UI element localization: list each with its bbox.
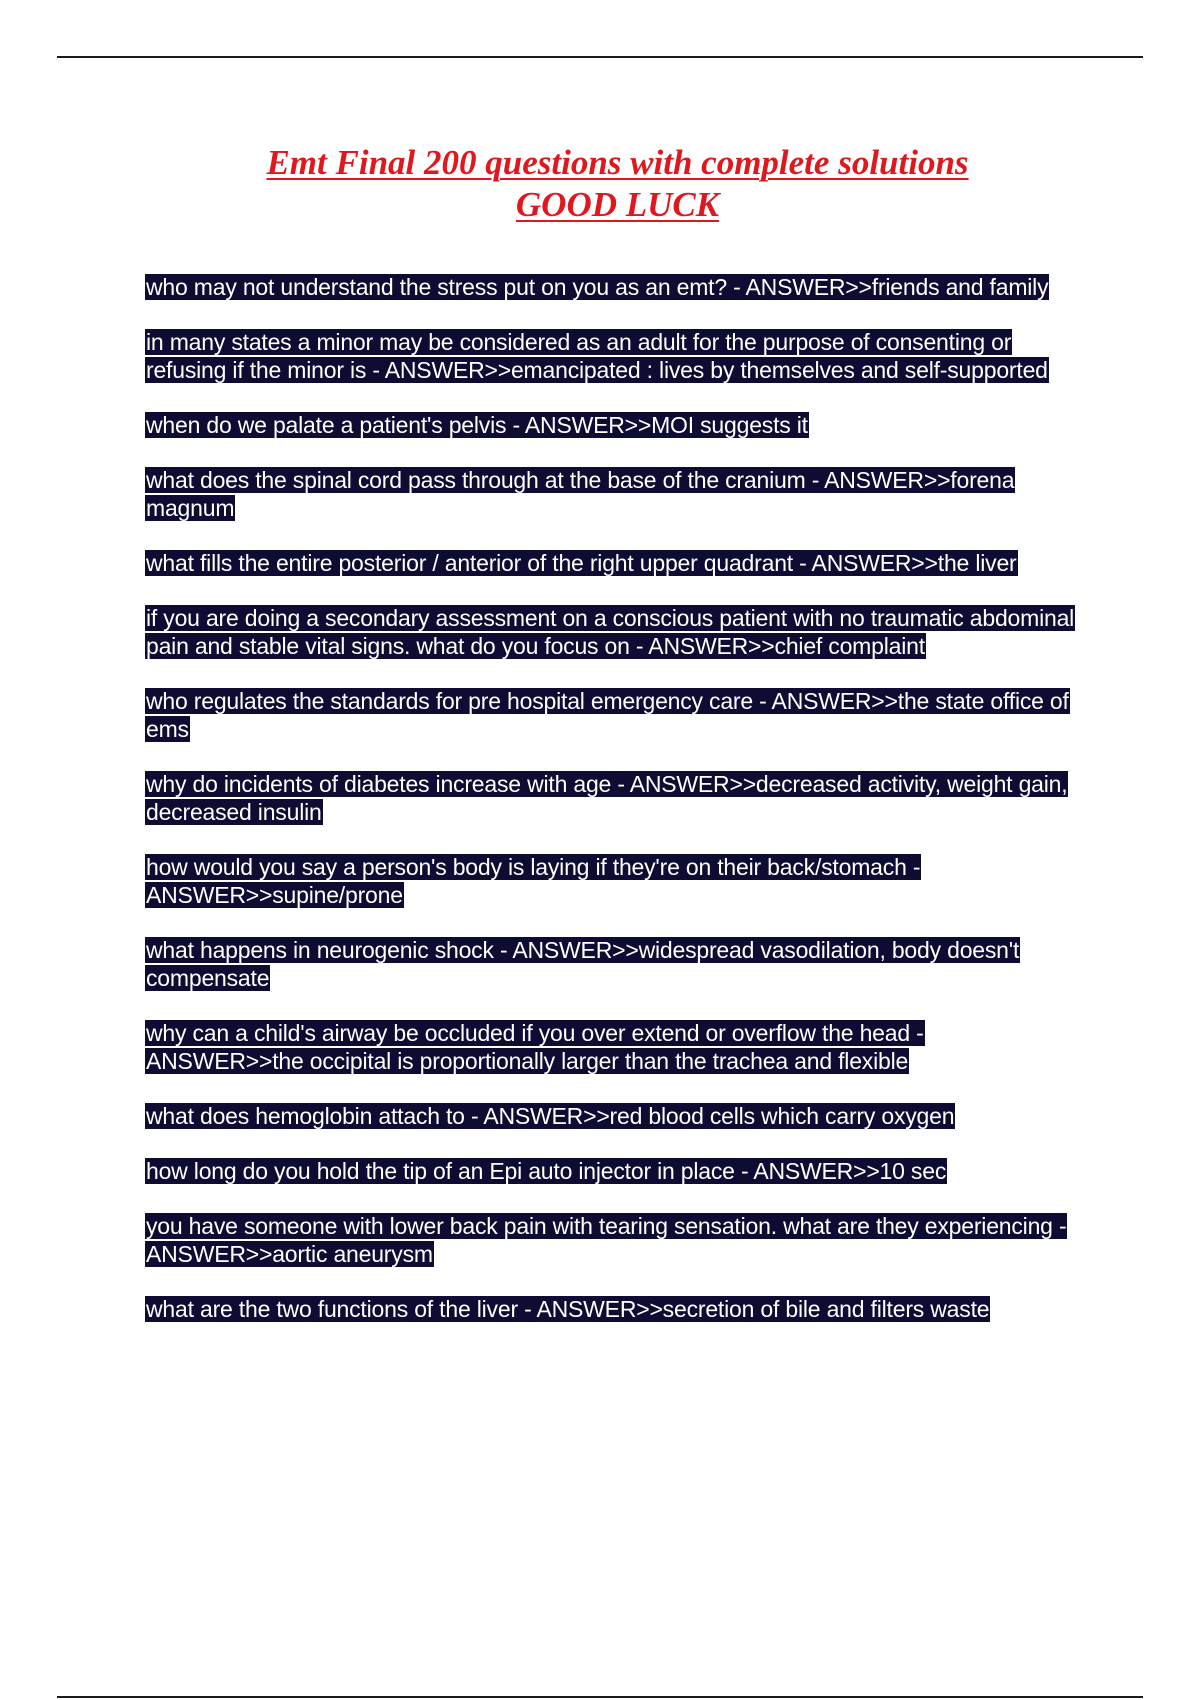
qa-text: who may not understand the stress put on you as an emt? - ANSWER>>friends and family [146, 274, 1049, 300]
qa-item [145, 1212, 1085, 1268]
qa-text: what are the two functions of the liver - ANSWER>>secretion of bile and filters waste [146, 1296, 990, 1322]
qa-text: in many states a minor may be considered as an adult for the purpose of consenting or refusing if the minor is - ANSWER>>emancipated : lives by themselves and self-supported [146, 329, 1048, 383]
qa-item [145, 1295, 1085, 1323]
title-line-2: GOOD LUCK [515, 185, 720, 224]
qa-text: what fills the entire posterior / anterior of the right upper quadrant - ANSWER>>the liver [146, 550, 1017, 576]
qa-text: who regulates the standards for pre hospital emergency care - ANSWER>>the state office of ems [146, 688, 1069, 742]
header-rule [57, 56, 1143, 58]
qa-item [145, 936, 1085, 992]
qa-item [145, 466, 1085, 522]
qa-item [145, 853, 1085, 909]
qa-item [145, 687, 1085, 743]
qa-text: how would you say a person's body is laying if they're on their back/stomach - ANSWER>>supine/prone [146, 854, 921, 908]
qa-text: how long do you hold the tip of an Epi auto injector in place - ANSWER>>10 sec [146, 1158, 947, 1184]
qa-item [145, 549, 1085, 577]
qa-item [145, 770, 1085, 826]
qa-item [145, 411, 1085, 439]
qa-item [145, 273, 1085, 301]
qa-text: why can a child's airway be occluded if you over extend or overflow the head - ANSWER>>the occipital is proportionally larger than the trachea and flexible [146, 1020, 924, 1074]
qa-text: if you are doing a secondary assessment on a conscious patient with no traumatic abdominal pain and stable vital signs. what do you focus on - ANSWER>>chief complaint [146, 605, 1075, 659]
qa-item [145, 604, 1085, 660]
qa-text: what does the spinal cord pass through at the base of the cranium - ANSWER>>forena magnum [146, 467, 1015, 521]
qa-text: you have someone with lower back pain with tearing sensation. what are they experiencing - ANSWER>>aortic aneurysm [146, 1213, 1067, 1267]
qa-text: what happens in neurogenic shock - ANSWER>>widespread vasodilation, body doesn't compensate [146, 937, 1020, 991]
qa-list [145, 273, 1085, 1350]
title-line-1: Emt Final 200 questions with complete solutions [266, 143, 969, 182]
qa-text: why do incidents of diabetes increase with age - ANSWER>>decreased activity, weight gain, decreased insulin [146, 771, 1068, 825]
qa-item [145, 328, 1085, 384]
document-title [0, 142, 1200, 226]
qa-item [145, 1102, 1085, 1130]
qa-text: when do we palate a patient's pelvis - ANSWER>>MOI suggests it [146, 412, 808, 438]
qa-item [145, 1019, 1085, 1075]
qa-item [145, 1157, 1085, 1185]
qa-text: what does hemoglobin attach to - ANSWER>>red blood cells which carry oxygen [146, 1103, 955, 1129]
footer-rule [57, 1696, 1143, 1698]
